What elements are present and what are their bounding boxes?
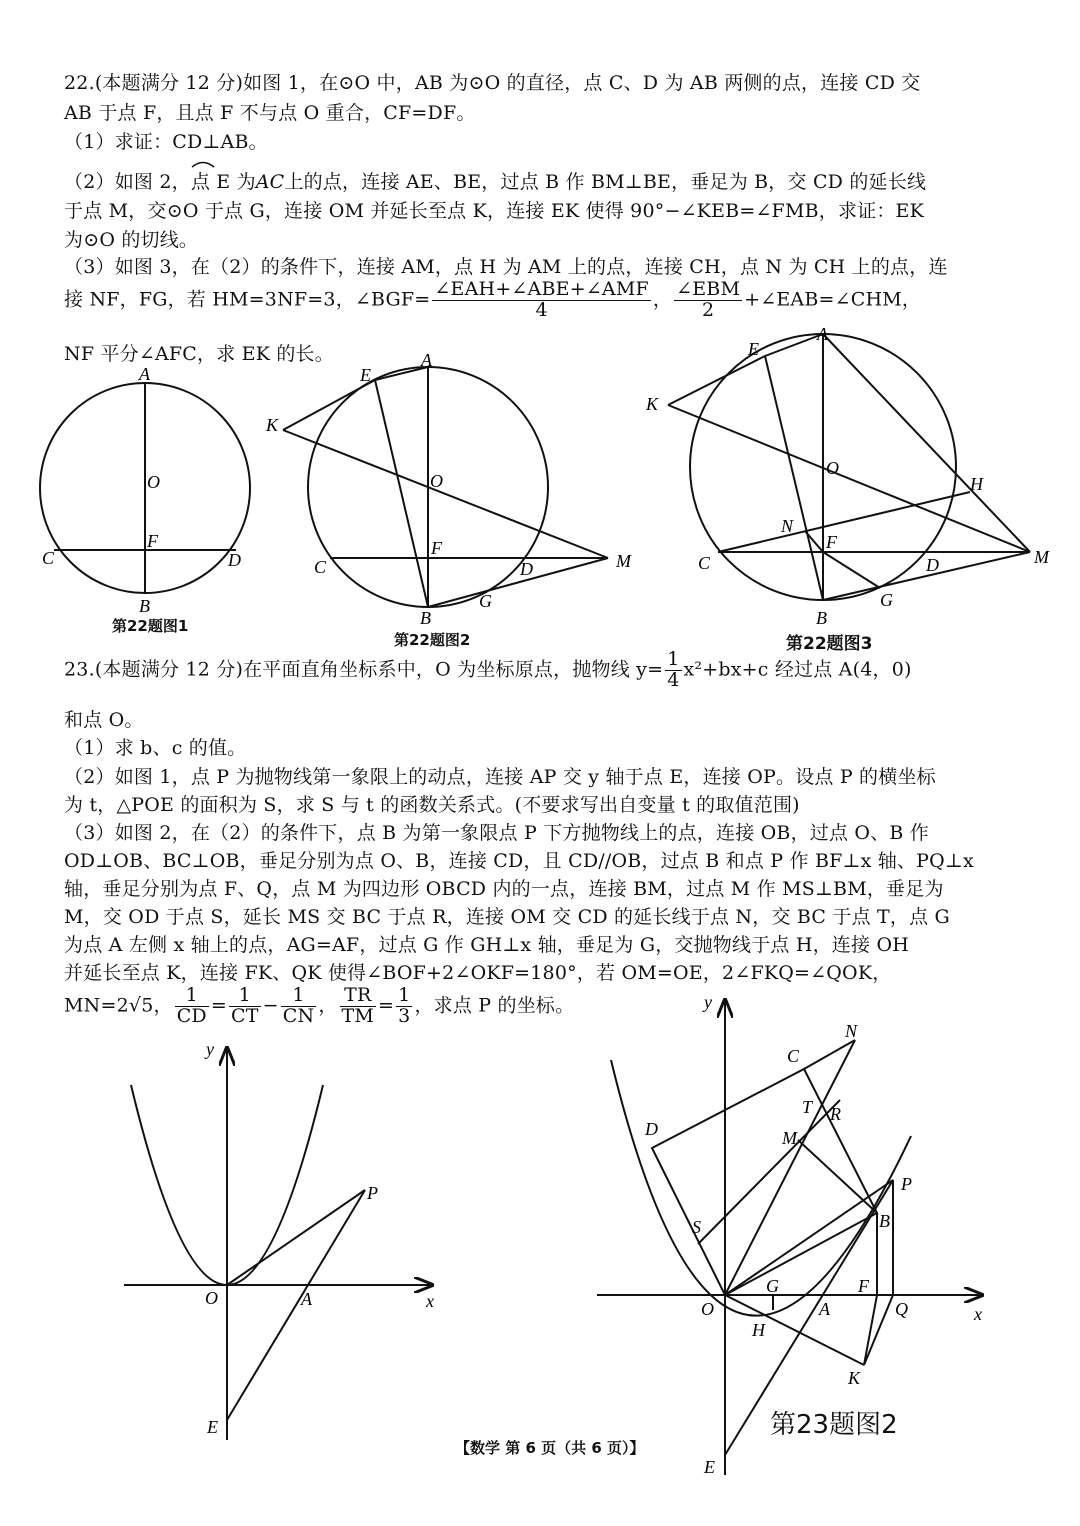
q23-line-3: （1）求 b、c 的值。 xyxy=(64,737,247,759)
label-b-fig2: B xyxy=(879,1211,890,1231)
label-b-fig2: B xyxy=(420,608,431,628)
label-a-fig1-23: A xyxy=(301,1289,312,1309)
label-m-fig2: M xyxy=(782,1128,797,1148)
q22-line-1: 22.(本题满分 12 分)如图 1，在⊙O 中，AB 为⊙O 的直径，点 C、D 为 AB 两侧的点，连接 CD 交 xyxy=(64,72,921,94)
fraction-1-cd-num: 1 xyxy=(175,986,209,1007)
fraction-1-cd-den: CD xyxy=(176,1004,207,1027)
label-f-fig1: F xyxy=(147,531,158,551)
label-f-fig2: F xyxy=(431,538,442,558)
label-x-fig2: x xyxy=(974,1304,982,1324)
fraction-tr-tm xyxy=(340,986,377,1027)
label-c-fig2: C xyxy=(314,557,327,577)
arc-ac: AC xyxy=(255,171,285,193)
label-e-fig3: E xyxy=(748,339,759,359)
q22-figure-3 xyxy=(668,334,1030,600)
label-q-fig2: Q xyxy=(895,1299,908,1319)
label-f-fig3: F xyxy=(826,532,837,552)
fraction-quarter-den: 4 xyxy=(667,668,680,691)
line-nf-fig3 xyxy=(805,531,823,552)
label-r-fig2: R xyxy=(830,1104,841,1124)
q23-line-8: 轴，垂足分别为点 F、Q，点 M 为四边形 OBCD 内的一点，连接 BM，过点 M 作 MS⊥BM，垂足为 xyxy=(64,878,944,900)
comma: ， xyxy=(318,994,338,1017)
label-m-fig3: M xyxy=(1034,547,1049,567)
label-e-fig2: E xyxy=(704,1457,715,1477)
label-e-fig2: E xyxy=(360,365,371,385)
page-footer: 【数学 第 6 页（共 6 页）】 xyxy=(455,1439,645,1457)
q22-line-8b: ， xyxy=(652,288,673,311)
q23-line-1a: 23.(本题满分 12 分)在平面直角坐标系中，O 为坐标原点，抛物线 y= xyxy=(64,658,664,681)
fraction-1-cd xyxy=(175,986,209,1027)
fraction-ebm-den: 2 xyxy=(701,298,715,321)
q22-line-6: 为⊙O 的切线。 xyxy=(64,229,199,251)
label-c-fig2: C xyxy=(787,1046,800,1066)
q22-line-3: （1）求证：CD⊥AB。 xyxy=(64,131,268,153)
fraction-1-3-num: 1 xyxy=(398,984,411,1006)
equals-sign-2: = xyxy=(378,994,395,1017)
label-o-fig3: O xyxy=(826,458,839,478)
label-t-fig2: T xyxy=(802,1097,813,1117)
equals-sign: = xyxy=(210,994,227,1017)
line-fg-fig3 xyxy=(823,552,880,588)
line-ke-fig3 xyxy=(668,356,765,405)
q23-line-10: 为点 A 左侧 x 轴上的点，AG=AF，过点 G 作 GH⊥x 轴，垂足为 G，交抛物线于点 H，连接 OH xyxy=(64,934,909,956)
label-p-fig1-23: P xyxy=(367,1183,378,1203)
q22-figure-3-caption: 第22题图3 xyxy=(786,634,873,654)
q22-line-8c: +∠EAB=∠CHM， xyxy=(744,288,922,311)
label-b-fig1: B xyxy=(139,596,150,616)
line-eb-fig3 xyxy=(765,356,823,600)
q23-figure-2-caption: 第23题图2 xyxy=(770,1410,898,1440)
q23-line-12b: ，求点 P 的坐标。 xyxy=(414,994,575,1017)
fraction-1-ct-num: 1 xyxy=(229,986,261,1007)
label-g-fig3: G xyxy=(880,590,893,610)
label-n-fig3: N xyxy=(781,516,794,536)
label-o-fig1-23: O xyxy=(205,1288,218,1308)
q23-line-6: （3）如图 2，在（2）的条件下，点 B 为第一象限点 P 下方抛物线上的点，连接 OB，过点 O、B 作 xyxy=(64,822,930,844)
label-o-fig2: O xyxy=(701,1299,714,1319)
fraction-1-ct xyxy=(229,986,261,1027)
q22-figure-2-caption: 第22题图2 xyxy=(394,631,471,649)
label-b-fig3: B xyxy=(816,608,827,628)
line-ke-fig2 xyxy=(283,380,375,430)
label-y-fig2: y xyxy=(704,992,712,1012)
q23-line-1b: x²+bx+c 经过点 A(4，0) xyxy=(683,658,912,681)
fraction-quarter-num: 1 xyxy=(667,648,680,670)
fraction-quarter xyxy=(665,650,681,691)
q23-line-5: 为 t，△POE 的面积为 S，求 S 与 t 的函数关系式。(不要求写出自变量 t 的取值范围) xyxy=(64,794,800,816)
label-d-fig1: D xyxy=(228,550,241,570)
label-g-fig2: G xyxy=(766,1276,779,1296)
label-a-fig2: A xyxy=(819,1299,830,1319)
fraction-1-cn xyxy=(281,986,317,1027)
label-c-fig3: C xyxy=(698,553,711,573)
label-x-fig1-23: x xyxy=(426,1291,434,1311)
q22-line-2: AB 于点 F，且点 F 不与点 O 重合，CF=DF。 xyxy=(64,102,476,124)
q23-line-9: M，交 OD 于点 S，延长 MS 交 BC 于点 R，连接 OM 交 CD 的延长线于点 N，交 BC 于点 T，点 G xyxy=(64,906,950,928)
label-y-fig1-23: y xyxy=(206,1039,214,1059)
label-p-fig2: P xyxy=(901,1174,912,1194)
label-d-fig2: D xyxy=(645,1119,658,1139)
minus-sign: − xyxy=(262,994,279,1017)
label-a-fig3: A xyxy=(817,324,828,344)
label-d-fig2: D xyxy=(520,559,533,579)
q23-line-4: （2）如图 1，点 P 为抛物线第一象限上的动点，连接 AP 交 y 轴于点 E，连接 OP。设点 P 的横坐标 xyxy=(64,766,936,788)
label-g-fig2: G xyxy=(479,591,492,611)
label-c-fig1: C xyxy=(42,548,55,568)
label-k-fig2: K xyxy=(848,1368,861,1388)
label-d-fig3: D xyxy=(926,555,939,575)
q22-line-4a: （2）如图 2，点 E 为 xyxy=(64,171,256,193)
q22-line-5: 于点 M，交⊙O 于点 G，连接 OM 并延长至点 K，连接 EK 使得 90°−∠KEB=∠FMB，求证：EK xyxy=(64,200,925,222)
fraction-1-cn-num: 1 xyxy=(281,986,317,1007)
label-f-fig2: F xyxy=(858,1276,869,1296)
q23-line-2: 和点 O。 xyxy=(64,709,144,731)
q23-line-12a: MN=2√5， xyxy=(64,994,173,1017)
q22-line-7: （3）如图 3，在（2）的条件下，连接 AM，点 H 为 AM 上的点，连接 CH，点 N 为 CH 上的点，连 xyxy=(64,256,948,278)
label-e-fig1-23: E xyxy=(207,1417,218,1437)
q22-line-4b: 上的点，连接 AE、BE，过点 B 作 BM⊥BE，垂足为 B，交 CD 的延长线 xyxy=(284,171,927,193)
fraction-tr-tm-den: TM xyxy=(341,1004,375,1027)
q22-figure-2 xyxy=(283,367,608,607)
q22-figure-1-caption: 第22题图1 xyxy=(112,617,189,635)
q23-line-11: 并延长至点 K，连接 FK、QK 使得∠BOF+2∠OKF=180°，若 OM=OE，2∠FKQ=∠QOK， xyxy=(64,962,892,984)
fraction-1-3 xyxy=(396,986,412,1027)
fraction-ebm-num: ∠EBM xyxy=(676,278,741,300)
label-k-fig2: K xyxy=(266,415,279,435)
line-eb-fig2 xyxy=(375,380,428,607)
label-h-fig3: H xyxy=(970,474,983,494)
label-k-fig3: K xyxy=(646,394,659,414)
fraction-1-3-den: 3 xyxy=(398,1004,411,1027)
q23-line-7: OD⊥OB、BC⊥OB，垂足分别为点 O、B，连接 CD，且 CD//OB，过点 B 和点 P 作 BF⊥x 轴、PQ⊥x xyxy=(64,850,974,872)
label-h-fig2: H xyxy=(752,1320,765,1340)
line-km-fig2 xyxy=(283,430,608,558)
q23-line-1 xyxy=(64,650,912,691)
label-n-fig2: N xyxy=(845,1021,858,1041)
q23-line-12 xyxy=(64,986,574,1027)
fraction-bgf-den: 4 xyxy=(535,298,548,321)
label-o-fig1: O xyxy=(147,472,160,492)
fraction-bgf-num: ∠EAH+∠ABE+∠AMF xyxy=(434,278,649,300)
q22-line-8a: 接 NF，FG，若 HM=3NF=3，∠BGF= xyxy=(64,288,431,311)
arc-mark xyxy=(192,163,214,168)
fraction-tr-tm-num: TR xyxy=(340,986,377,1007)
q22-figure-1 xyxy=(40,383,250,593)
label-a-fig2: A xyxy=(421,350,432,370)
label-o-fig2: O xyxy=(430,471,443,491)
label-m-fig2: M xyxy=(616,551,631,571)
label-s-fig2: S xyxy=(692,1217,701,1237)
label-a-fig1: A xyxy=(139,364,150,384)
q22-line-9: NF 平分∠AFC，求 EK 的长。 xyxy=(64,343,334,365)
fraction-1-cn-den: CN xyxy=(282,1004,315,1027)
fraction-1-ct-den: CT xyxy=(230,1004,259,1027)
